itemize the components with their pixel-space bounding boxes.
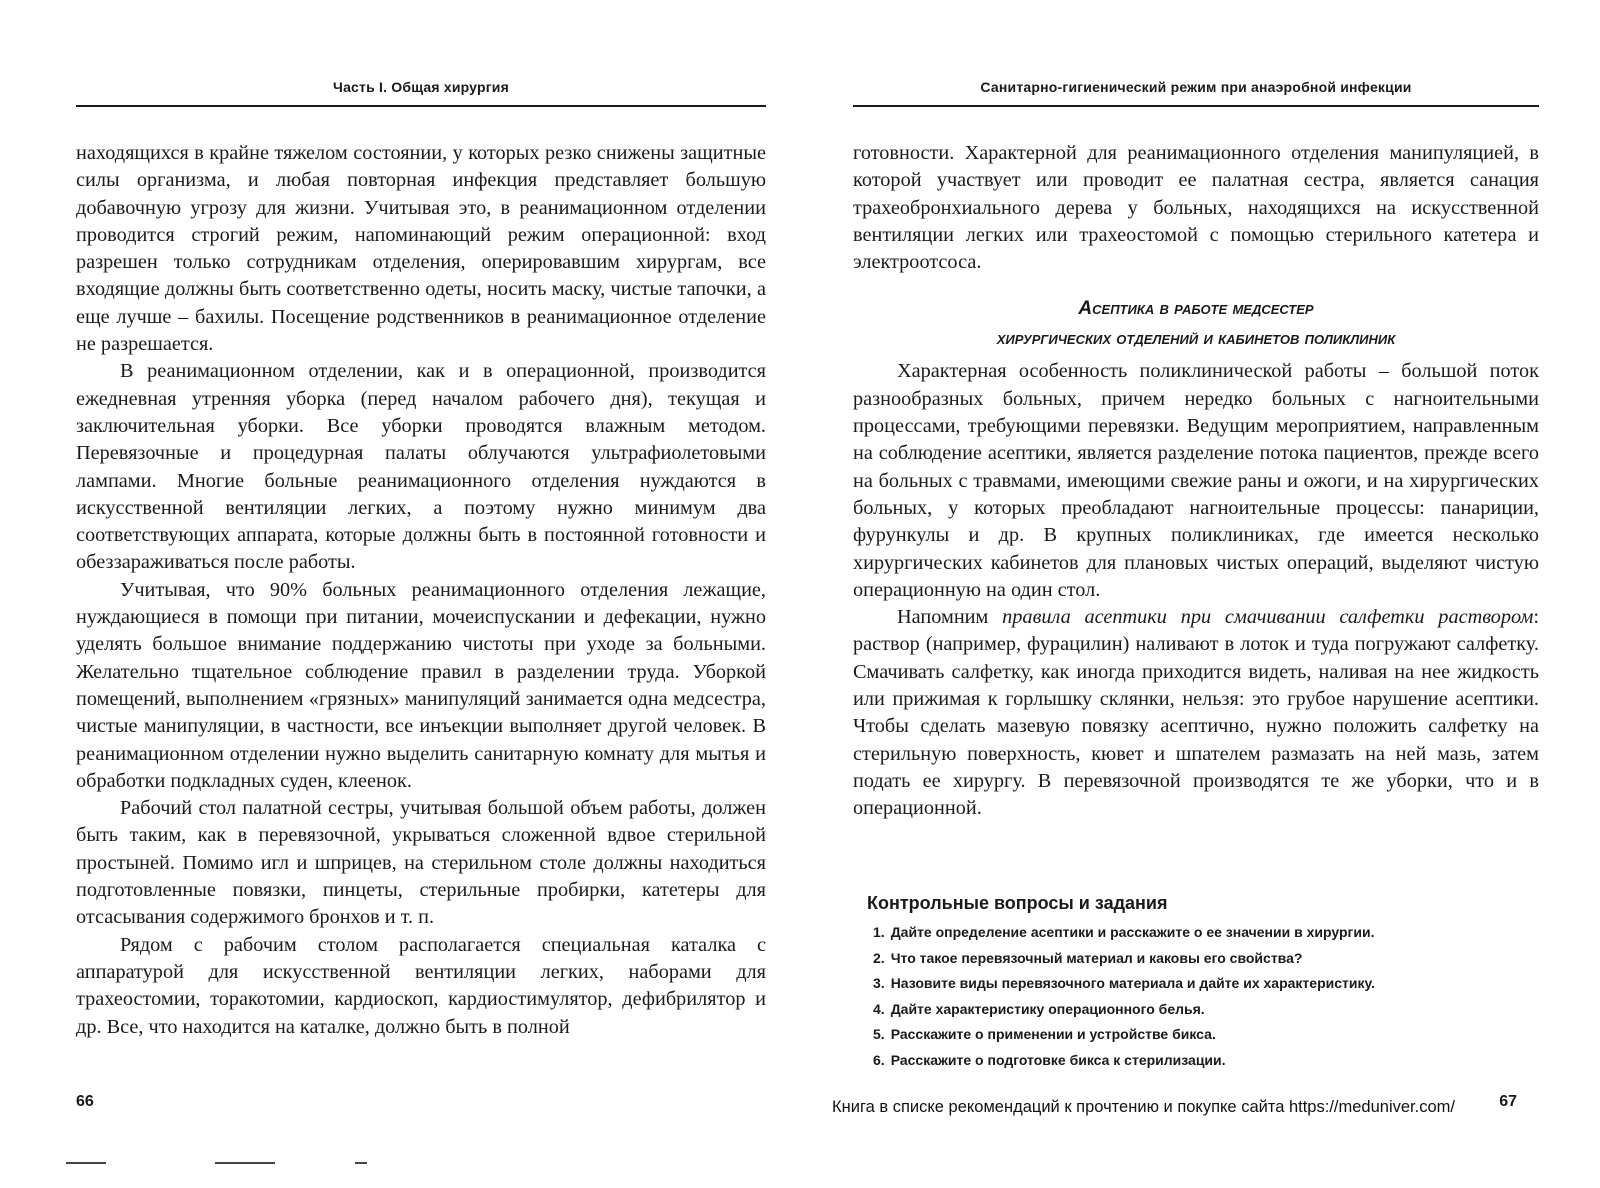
question-number: 4. [873, 1000, 885, 1017]
left-page-number: 66 [76, 1093, 94, 1110]
control-questions [867, 893, 1539, 1073]
scan-artifact [66, 1162, 106, 1164]
right-text-block [853, 140, 1539, 823]
question-item [873, 971, 1539, 997]
left-running-head: Часть I. Общая хирургия [333, 79, 509, 95]
right-intro-paragraph: готовности. Характерной для реанимационного отделения манипуляцией, в которой участвует или проводит ее палатная сестра, является санация трахеобронхиального дерева у больных, находящихся на искусственной вентиляции легких или трахеостомой с помощью стерильного катетера и электроотсоса. [853, 142, 1539, 274]
question-text: Назовите виды перевязочного материала и дайте их характеристику. [890, 975, 1375, 991]
question-number: 5. [873, 1026, 885, 1042]
question-text: Расскажите о подготовке бикса к стерилизации. [890, 1051, 1226, 1068]
question-item [873, 920, 1539, 946]
question-number: 2. [873, 949, 885, 966]
right-paragraph-2: Характерная особенность поликлинической работы – большой поток разнообразных больных, причем нередко больных с нагноительными процессами, требующими перевязки. Ведущим мероприятием, направленным на соблюдение асептики, является разделение потока пациентов, прежде всего на больных с травмами, имеющими свежие раны и ожоги, и на хирургических больных, у которых преобладают нагноительные процессы: панариции, фурункулы и др. В крупных поликлиниках, где имеется несколько хирургических кабинетов для плановых чистых операций, выделяют чистую операционную на один стол. [853, 360, 1539, 601]
question-item [873, 1048, 1539, 1074]
section-heading-line-2: хирургических отделений и кабинетов поликлиник [996, 328, 1396, 350]
question-text: Расскажите о применении и устройстве бикса. [890, 1026, 1216, 1042]
questions-title: Контрольные вопросы и задания [867, 893, 1168, 913]
scan-artifact [355, 1162, 367, 1164]
left-paragraph-4: Рабочий стол палатной сестры, учитывая большой объем работы, должен быть таким, как в перевязочной, укрываться сложенной вдвое стерильной простыней. Помимо игл и шприцев, на стерильном столе должны находиться подготовленные повязки, пинцеты, стерильные пробирки, катетеры для отсасывания содержимого бронхов и т. п. [76, 797, 766, 929]
section-heading [853, 294, 1539, 354]
left-page [76, 0, 766, 1188]
left-text-block [76, 140, 766, 1041]
left-paragraph-5: Рядом с рабочим столом располагается специальная каталка с аппаратурой для искусственной вентиляции легких, наборами для трахеостомии, торакотомии, кардиоскоп, кардиостимулятор, дефибрилятор и др. Все, что находится на каталке, должно быть в полной [76, 933, 766, 1038]
question-item [873, 946, 1539, 972]
right-head-rule [853, 105, 1539, 107]
question-number: 1. [873, 924, 885, 940]
question-text: Дайте определение асептики и расскажите о ее значении в хирургии. [890, 924, 1375, 940]
section-heading-line-1: Асептика в работе медсестер [1078, 298, 1314, 320]
right-page-number: 67 [1499, 1093, 1517, 1110]
left-head-rule [76, 105, 766, 107]
paragraph-3-start: Напомним [897, 606, 1003, 629]
paragraph-3-italic: правила асептики при смачивании салфетки раствором [1002, 606, 1534, 629]
question-item [873, 997, 1539, 1023]
scan-artifact [215, 1162, 275, 1164]
question-number: 3. [873, 975, 885, 991]
right-running-head: Санитарно-гигиенический режим при анаэробной инфекции [980, 79, 1412, 95]
left-paragraph-1: находящихся в крайне тяжелом состоянии, у которых резко снижены защитные силы организма, и любая повторная инфекция представляет большую добавочную угрозу для жизни. Учитывая это, в реанимационном отделении проводится строгий режим, напоминающий режим операционной: вход разрешен только сотрудникам отделения, оперировавшим хирургам, все входящие должны быть соответственно одеты, носить маску, чистые тапочки, а еще лучше – бахилы. Посещение родственников в реанимационное отделение не разрешается. [76, 142, 766, 356]
question-item [873, 1022, 1539, 1048]
question-number: 6. [873, 1051, 885, 1068]
question-text: Что такое перевязочный материал и каковы его свойства? [890, 949, 1303, 966]
paragraph-3-rest: : раствор (например, фурацилин) наливают в лоток и туда погружают салфетку. Смачивать салфетку, как иногда приходится видеть, наливая на нее жидкость или прижимая к горлышку склянки, нельзя: это грубое нарушение асептики. Чтобы сделать мазевую повязку асептично, нужно положить салфетку на стерильную поверхность, кювет и шпателем размазать на ней мазь, затем подать ее хирургу. В перевязочной производятся те же уборки, что и в операционной. [853, 606, 1540, 820]
question-text: Дайте характеристику операционного белья. [890, 1000, 1205, 1017]
left-paragraph-3: Учитывая, что 90% больных реанимационного отделения лежащие, нуждающиеся в помощи при питании, мочеиспускании и дефекации, нужно уделять большое внимание поддержанию чистоты при уходе за больными. Желательно тщательное соблюдение правил в разделении труда. Уборкой помещений, выполнением «грязных» манипуляций занимается одна медсестра, чистые манипуляции, в частности, все инъекции выполняет другой человек. В реанимационном отделении нужно выделить санитарную комнату для мытья и обработки подкладных суден, клеенок. [76, 578, 766, 792]
right-paragraph-3 [853, 604, 1539, 822]
right-page [853, 0, 1539, 1188]
footer-recommendation-note: Книга в списке рекомендаций к прочтению и покупке сайта https://meduniver.com/ [832, 1098, 1455, 1116]
left-paragraph-2: В реанимационном отделении, как и в операционной, производится ежедневная утренняя уборка (перед началом рабочего дня), текущая и заключительная уборки. Все уборки проводятся влажным методом. Перевязочные и процедурная палаты облучаются ультрафиолетовыми лампами. Многие больные реанимационного отделения нуждаются в искусственной вентиляции легких, а поэтому нужно минимум два соответствующих аппарата, которые должны быть в постоянной готовности и обеззараживаться после работы. [76, 360, 766, 574]
questions-list [867, 920, 1539, 1073]
